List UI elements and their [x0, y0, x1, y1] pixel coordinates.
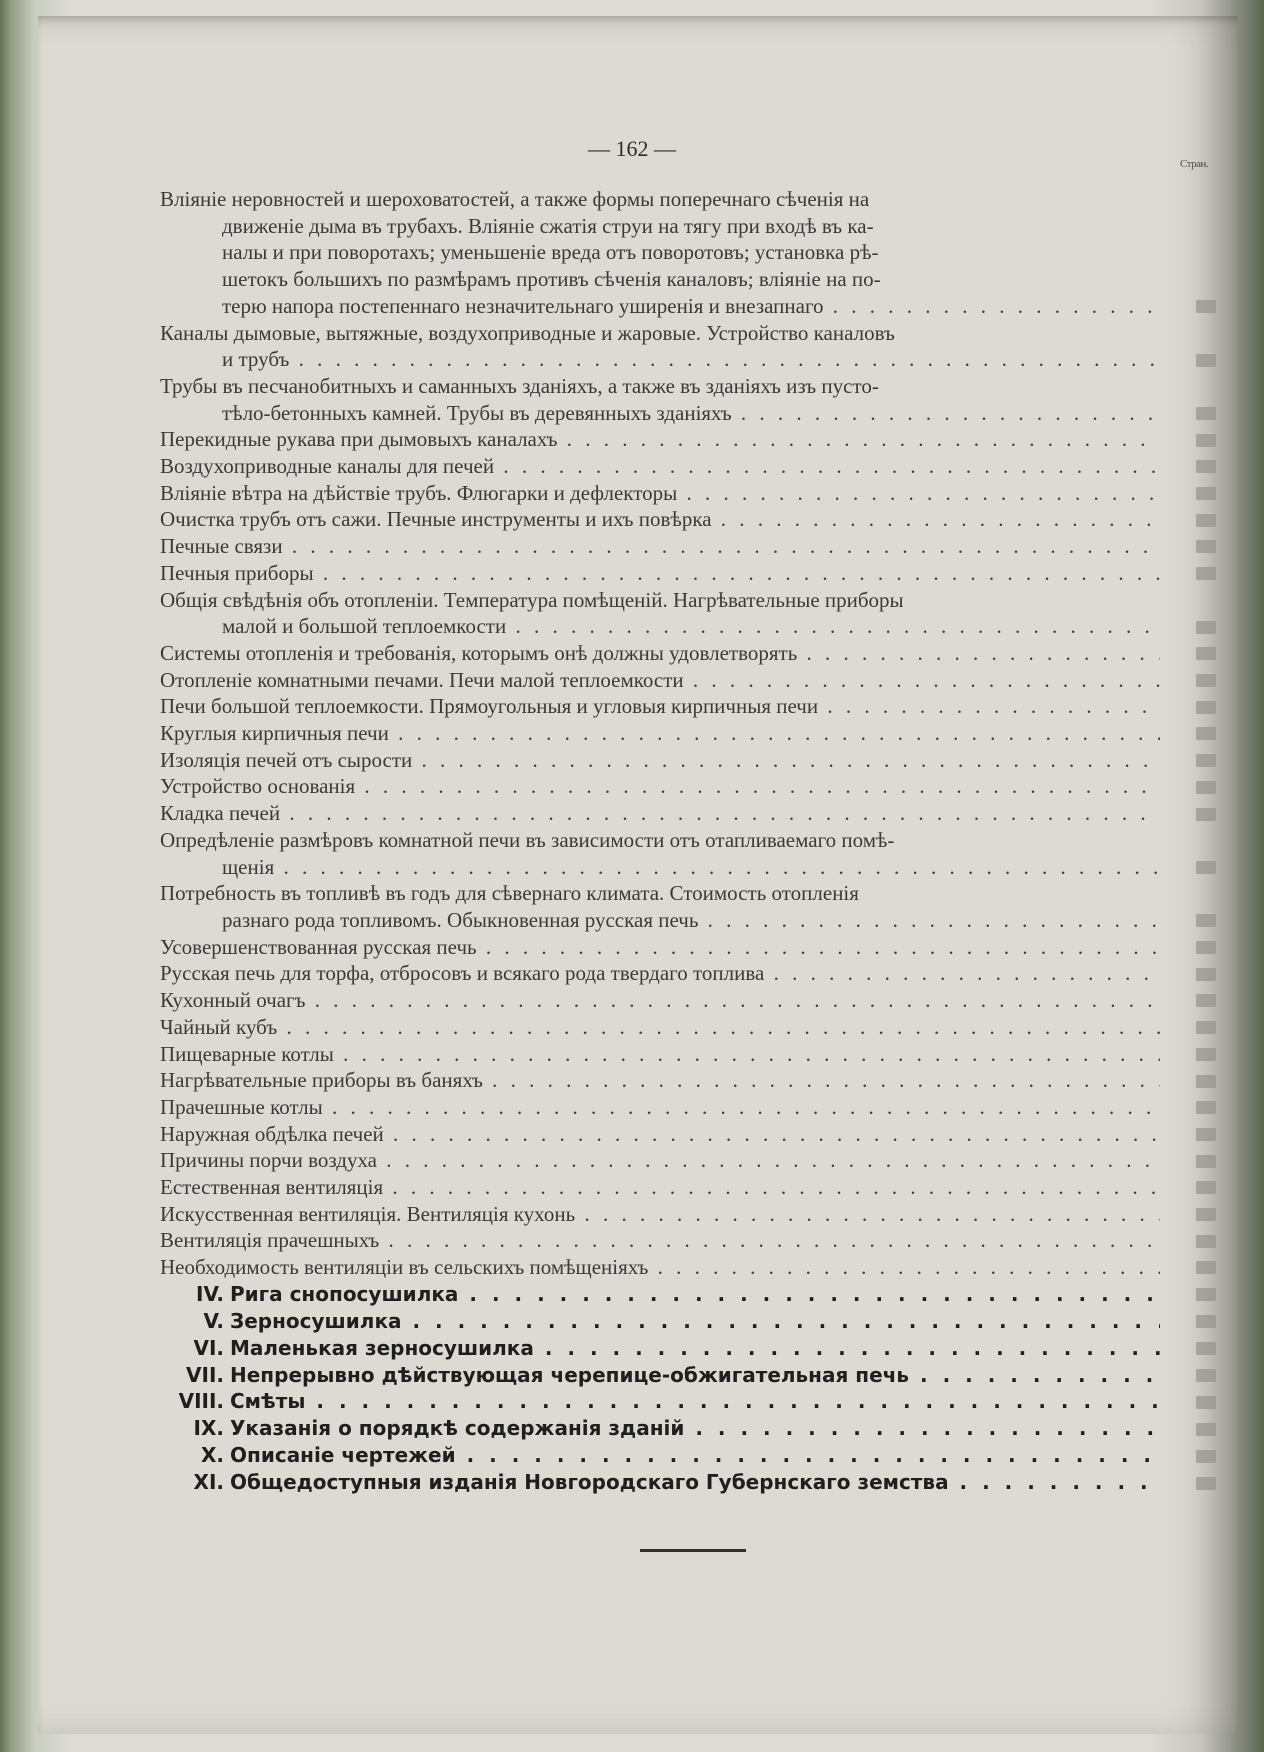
toc-entry-line: терю напора постепеннаго незначительнаго уширенія и внезапнаго . . . — [160, 293, 1160, 320]
page-number: — 162 — — [588, 136, 676, 161]
toc-entry-line: Отопленіе комнатными печами. Печи малой теплоемкости . . . — [160, 667, 1160, 694]
toc-entry-line: Каналы дымовые, вытяжные, воздухоприводные и жаровые. Устройство каналовъ — [160, 320, 895, 345]
page-ref-mark — [1196, 514, 1216, 527]
toc-entry — [160, 1227, 1160, 1254]
toc-entry-line: Русская печь для торфа, отбросовъ и всякаго рода твердаго топлива . . . — [160, 960, 1160, 987]
toc-entry-line: Потребность въ топливѣ въ годъ для сѣвернаго климата. Стоимость отопленія — [160, 881, 859, 906]
page-ref-mark — [1196, 647, 1216, 660]
toc-entry — [160, 667, 1160, 694]
page-ref-mark — [1196, 968, 1216, 981]
toc-entry — [160, 587, 1160, 640]
page-ref-mark — [1196, 1261, 1216, 1274]
chapter-title: Общедоступныя изданія Новгородскаго Губернскаго земства — [230, 1470, 949, 1495]
page-ref-mark — [1196, 1048, 1216, 1061]
toc-entry-line: Печные связи . . . — [160, 533, 1160, 560]
toc-entry-line: Вентиляція прачешныхъ . . . — [160, 1227, 1160, 1254]
toc-entry — [160, 453, 1160, 480]
toc-entry — [160, 693, 1160, 720]
page-ref-mark — [1196, 621, 1216, 634]
toc-entry — [160, 747, 1160, 774]
page-ref-mark — [1196, 781, 1216, 794]
toc-chapter-entry — [160, 1308, 1160, 1335]
toc-entry-line: Очистка трубъ отъ сажи. Печные инструменты и ихъ повѣрка . . . — [160, 506, 1160, 533]
page-ref-mark — [1196, 1235, 1216, 1248]
page-ref-mark — [1196, 941, 1216, 954]
toc-entry-line: Прачешные котлы . . . — [160, 1094, 1160, 1121]
page-ref-mark — [1196, 567, 1216, 580]
toc-entry — [160, 1201, 1160, 1228]
toc-entry-line: Естественная вентиляція . . . — [160, 1174, 1160, 1201]
toc-entry-line: тѣло-бетонныхъ камней. Трубы въ деревянныхъ зданіяхъ . . . — [160, 400, 1160, 427]
toc-chapter-entry — [160, 1442, 1160, 1469]
page-ref-mark — [1196, 1477, 1216, 1490]
toc-entry — [160, 506, 1160, 533]
toc-chapter-line — [160, 1388, 1160, 1415]
toc-chapter-line — [160, 1415, 1160, 1442]
toc-entry-line: налы и при поворотахъ; уменьшеніе вреда отъ поворотовъ; установка рѣ- — [222, 240, 879, 265]
toc-entry-line: Причины порчи воздуха . . . — [160, 1147, 1160, 1174]
page-ref-mark — [1196, 300, 1216, 313]
toc-chapter-entry — [160, 1335, 1160, 1362]
toc-entry-line: Усовершенствованная русская печь . . . — [160, 934, 1160, 961]
toc-entry — [160, 1254, 1160, 1281]
page-ref-mark — [1196, 460, 1216, 473]
toc-entry-line: Чайный кубъ . . . — [160, 1014, 1160, 1041]
chapter-title: Маленькая зерносушилка — [230, 1335, 534, 1360]
chapter-number: VIII. — [178, 1389, 224, 1414]
toc-entry-line: Вліяніе неровностей и шероховатостей, а также формы поперечнаго сѣченія на — [160, 187, 870, 211]
toc-entry — [160, 1121, 1160, 1148]
toc-entry-line: и трубъ . . . — [160, 346, 1160, 373]
toc-entry-line: Нагрѣвательные приборы въ баняхъ . . . — [160, 1067, 1160, 1094]
toc-entry-line: Пищеварные котлы . . . — [160, 1041, 1160, 1068]
toc-entry — [160, 1094, 1160, 1121]
toc-chapter-entry — [160, 1415, 1160, 1442]
chapter-title: Зерносушилка — [230, 1308, 402, 1333]
toc-chapter-line — [160, 1335, 1160, 1362]
toc-entry-line: Опредѣленіе размѣровъ комнатной печи въ зависимости отъ отапливаемаго помѣ- — [160, 827, 895, 852]
chapter-number: XI. — [193, 1470, 224, 1495]
toc-chapter-line — [160, 1442, 1160, 1469]
page-ref-mark — [1196, 407, 1216, 420]
toc-entry-line: Общія свѣдѣнія объ отопленіи. Температура помѣщеній. Нагрѣвательные приборы — [160, 587, 904, 612]
page-ref-mark — [1196, 1021, 1216, 1034]
chapter-number: V. — [203, 1308, 224, 1333]
toc-entry-line: Перекидные рукава при дымовыхъ каналахъ . . . — [160, 426, 1160, 453]
toc-chapter-line — [160, 1362, 1160, 1389]
toc-entry — [160, 186, 1160, 320]
toc-entry — [160, 960, 1160, 987]
page-ref-mark — [1196, 1423, 1216, 1436]
page-ref-mark — [1196, 1315, 1216, 1328]
chapter-number: VII. — [186, 1362, 224, 1387]
table-of-contents — [160, 186, 1160, 1496]
toc-entry — [160, 987, 1160, 1014]
page-ref-mark — [1196, 1396, 1216, 1409]
toc-entry — [160, 1014, 1160, 1041]
page-ref-mark — [1196, 487, 1216, 500]
chapter-number: IX. — [193, 1416, 224, 1441]
page-ref-mark — [1196, 1155, 1216, 1168]
toc-entry-line: Системы отопленія и требованія, которымъ онѣ должны удовлетворять . . . — [160, 640, 1160, 667]
page-ref-mark — [1196, 1208, 1216, 1221]
toc-chapter-line — [160, 1281, 1160, 1308]
toc-entry-line: Кухонный очагъ . . . — [160, 987, 1160, 1014]
page-ref-mark — [1196, 754, 1216, 767]
page-ref-mark — [1196, 354, 1216, 367]
toc-entry-line: Печи большой теплоемкости. Прямоугольныя и угловыя кирпичныя печи . . . — [160, 693, 1160, 720]
page-ref-mark — [1196, 1288, 1216, 1301]
toc-entry — [160, 1067, 1160, 1094]
page-ref-mark — [1196, 914, 1216, 927]
chapter-number: VI. — [193, 1335, 224, 1360]
page-column-header: Стран. — [1180, 158, 1209, 170]
page-ref-mark — [1196, 808, 1216, 821]
chapter-title: Смѣты — [230, 1389, 306, 1414]
page-ref-mark — [1196, 994, 1216, 1007]
chapter-title: Непрерывно дѣйствующая черепице-обжигательная печь — [230, 1362, 910, 1387]
toc-entry-line: разнаго рода топливомъ. Обыкновенная русская печь . . . — [160, 907, 1160, 934]
toc-entry — [160, 426, 1160, 453]
toc-chapter-line — [160, 1308, 1160, 1335]
page-ref-mark — [1196, 1128, 1216, 1141]
toc-entry — [160, 640, 1160, 667]
chapter-title: Указанія о порядкѣ содержанія зданій — [230, 1416, 685, 1441]
toc-entry-line: Кладка печей . . . — [160, 800, 1160, 827]
chapter-title: Описаніе чертежей — [230, 1443, 456, 1468]
chapter-number: IV. — [196, 1281, 224, 1306]
toc-entry-line: Вліяніе вѣтра на дѣйствіе трубъ. Флюгарки и дефлекторы . . . — [160, 480, 1160, 507]
toc-entry — [160, 827, 1160, 880]
page-ref-mark — [1196, 1450, 1216, 1463]
toc-entry-line: шетокъ большихъ по размѣрамъ противъ сѣченія каналовъ; вліяніе на по- — [222, 267, 881, 292]
toc-entry — [160, 880, 1160, 933]
chapter-number: X. — [200, 1443, 224, 1468]
toc-entry-line: Искусственная вентиляція. Вентиляція кухонь . . . — [160, 1201, 1160, 1228]
toc-entry-line: Наружная обдѣлка печей . . . — [160, 1121, 1160, 1148]
page-ref-mark — [1196, 1369, 1216, 1382]
toc-entry — [160, 373, 1160, 426]
page-ref-mark — [1196, 861, 1216, 874]
toc-entry — [160, 1041, 1160, 1068]
toc-chapter-entry — [160, 1281, 1160, 1308]
toc-entry-line: Круглыя кирпичныя печи . . . — [160, 720, 1160, 747]
chapter-title: Рига снопосушилка — [230, 1281, 459, 1306]
toc-entry — [160, 320, 1160, 373]
page-ref-mark — [1196, 540, 1216, 553]
closing-rule — [640, 1549, 746, 1552]
toc-entry — [160, 720, 1160, 747]
page-ref-mark — [1196, 434, 1216, 447]
page-ref-mark — [1196, 727, 1216, 740]
toc-entry — [160, 533, 1160, 560]
page-ref-mark — [1196, 701, 1216, 714]
page-ref-mark — [1196, 1101, 1216, 1114]
toc-entry — [160, 934, 1160, 961]
toc-chapter-line — [160, 1469, 1160, 1496]
toc-entry-line: Изоляція печей отъ сырости . . . — [160, 747, 1160, 774]
toc-entry-line: Печныя приборы . . . — [160, 560, 1160, 587]
toc-entry-line: щенія . . . — [160, 854, 1160, 881]
toc-entry — [160, 560, 1160, 587]
toc-entry — [160, 1174, 1160, 1201]
toc-entry-line: малой и большой теплоемкости . . . — [160, 613, 1160, 640]
page-ref-mark — [1196, 674, 1216, 687]
toc-entry-line: движеніе дыма въ трубахъ. Вліяніе сжатія струи на тягу при входѣ въ ка- — [222, 213, 874, 238]
toc-entry — [160, 1147, 1160, 1174]
toc-chapter-entry — [160, 1362, 1160, 1389]
page-ref-mark — [1196, 1075, 1216, 1088]
toc-entry — [160, 773, 1160, 800]
toc-entry — [160, 800, 1160, 827]
toc-entry-line: Необходимость вентиляціи въ сельскихъ помѣщеніяхъ . . . — [160, 1254, 1160, 1281]
toc-entry-line: Устройство основанія . . . — [160, 773, 1160, 800]
page-ref-mark — [1196, 1342, 1216, 1355]
page-ref-mark — [1196, 1181, 1216, 1194]
toc-entry — [160, 480, 1160, 507]
toc-chapter-entry — [160, 1388, 1160, 1415]
toc-entry-line: Воздухоприводные каналы для печей . . . — [160, 453, 1160, 480]
toc-entry-line: Трубы въ песчанобитныхъ и саманныхъ зданіяхъ, а также въ зданіяхъ изъ пусто- — [160, 373, 879, 398]
toc-chapter-entry — [160, 1469, 1160, 1496]
